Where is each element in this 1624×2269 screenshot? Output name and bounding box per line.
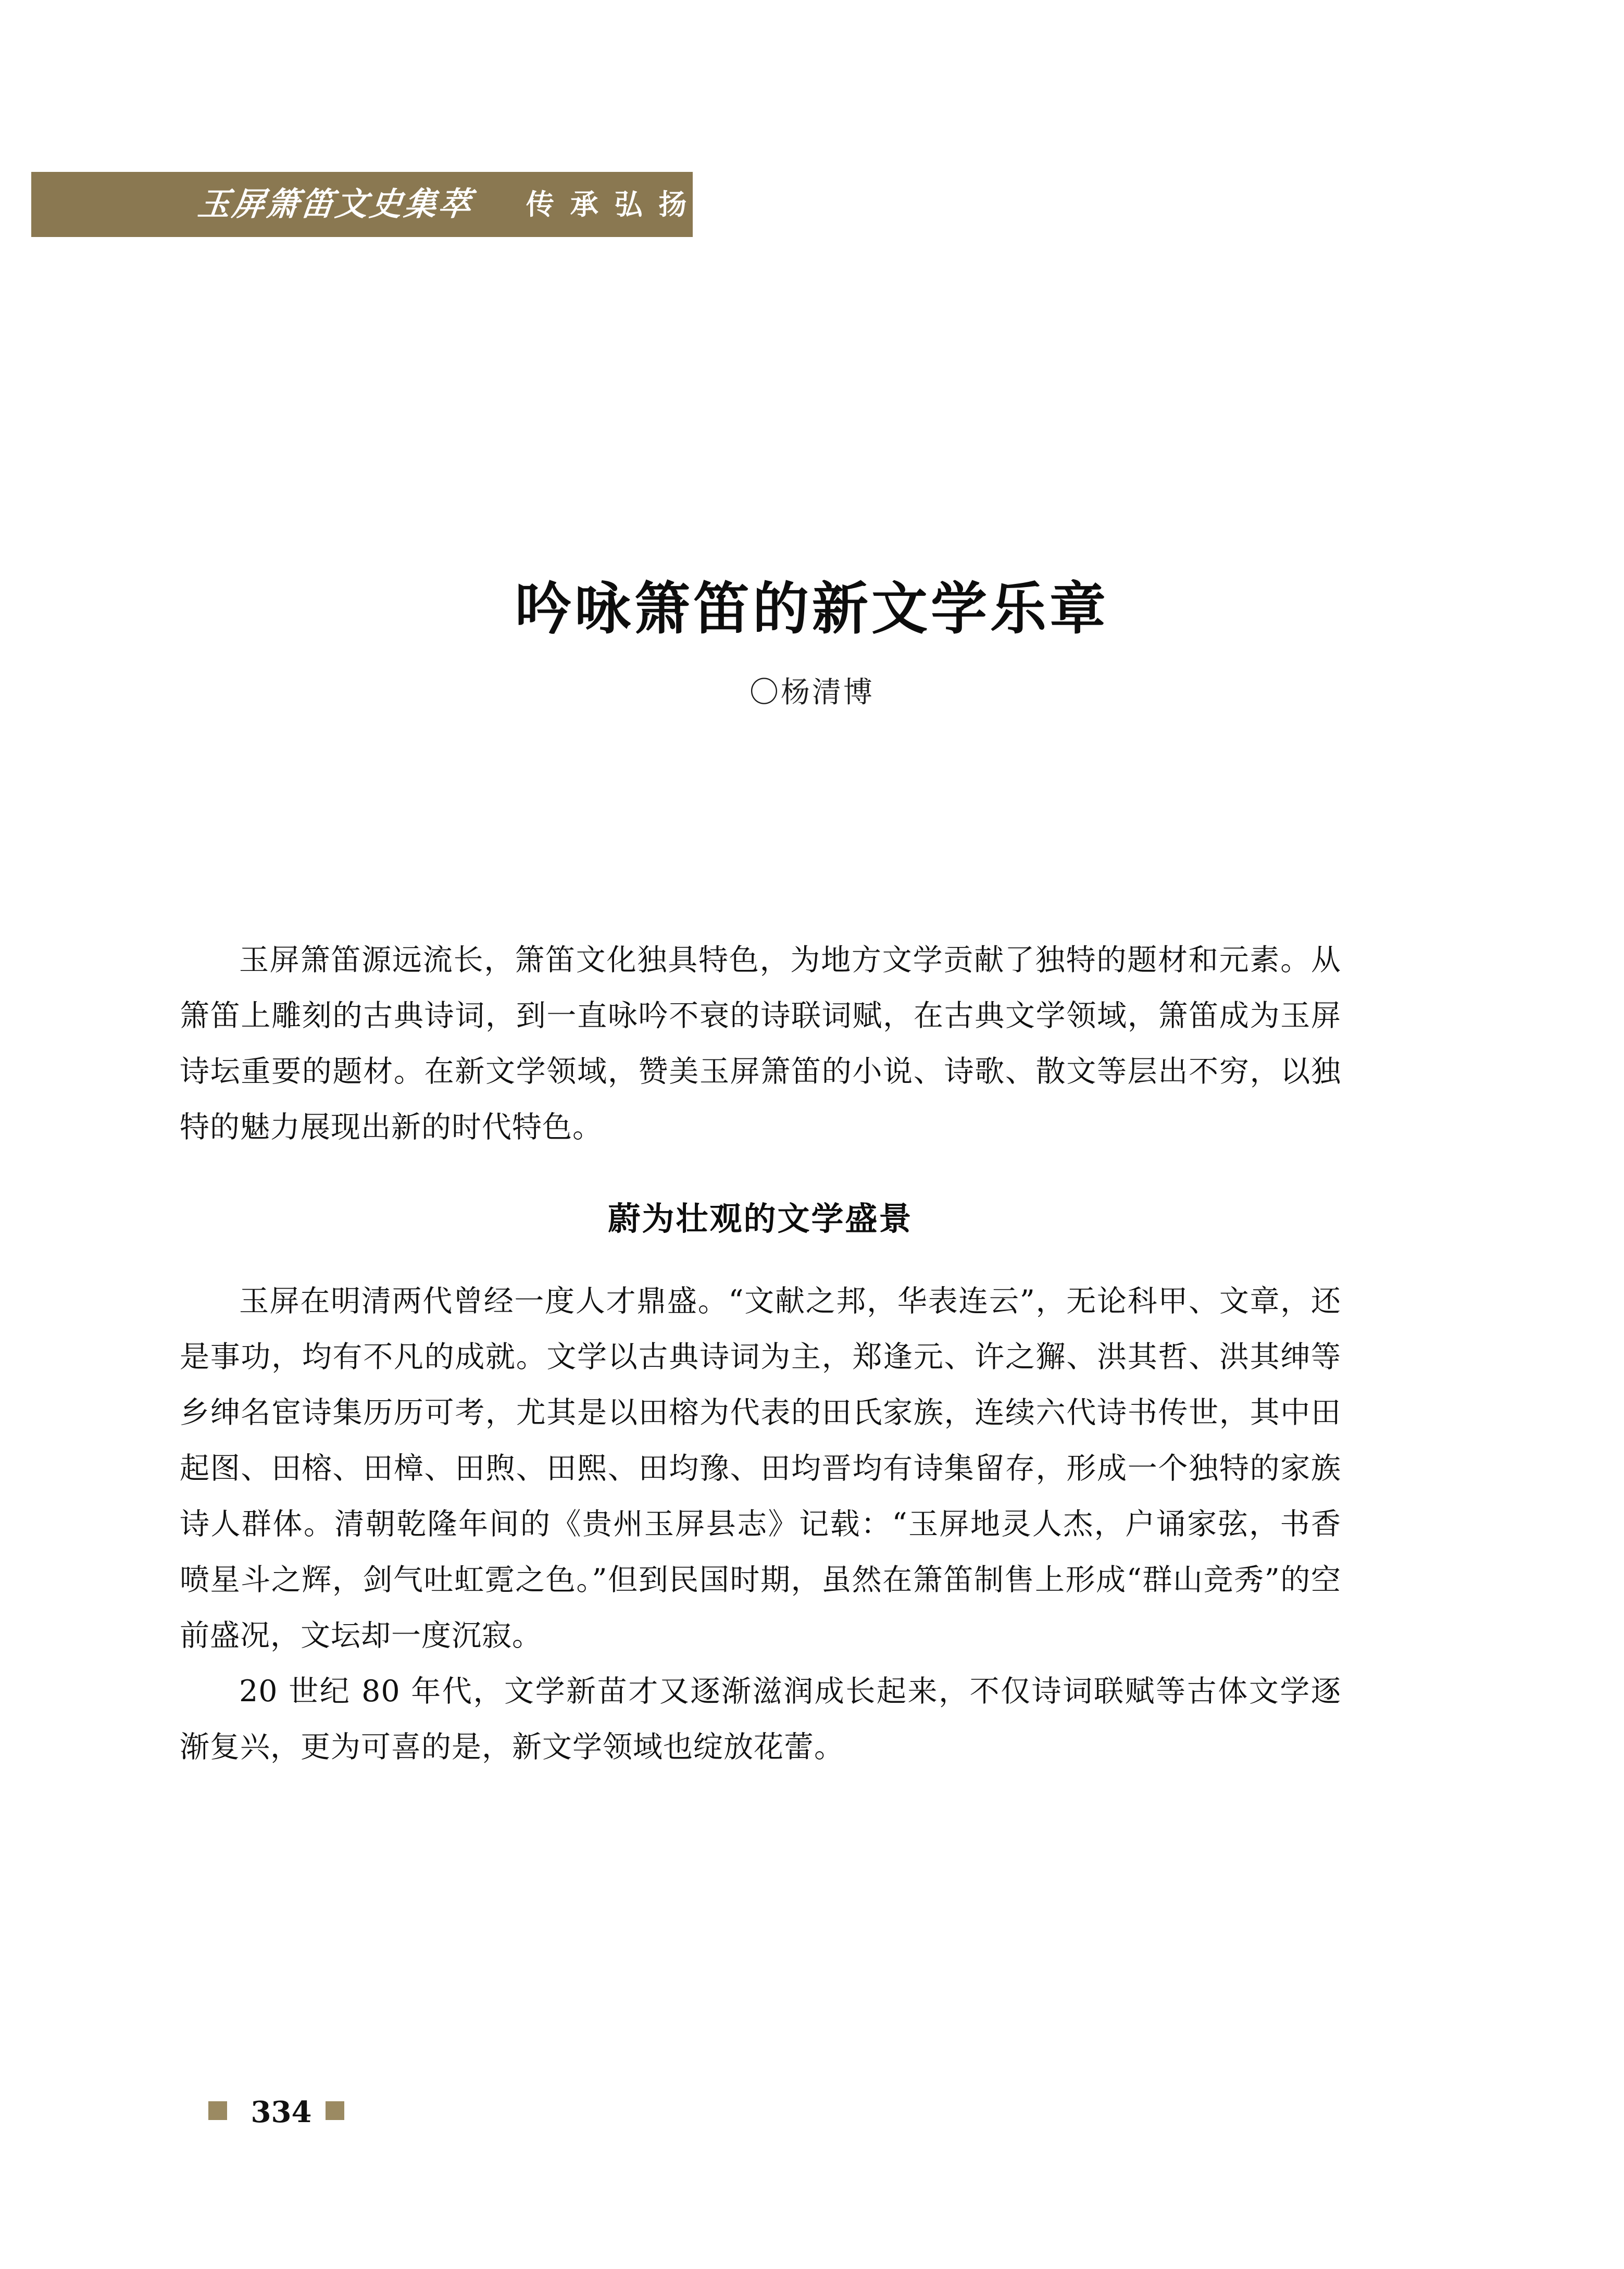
page-title: 吟咏箫笛的新文学乐章 [515,576,1109,642]
page-number: 334 [251,2095,312,2129]
paragraph: 20 世纪 80 年代，文学新苗才又逐渐滋润成长起来，不仅诗词联赋等古体文学逐渐复兴，更为可喜的是，新文学领域也绽放花蕾。 [180,1674,1341,1764]
paragraph: 玉屏在明清两代曾经一度人才鼎盛。“文献之邦，华表连云”，无论科甲、文章，还是事功，均有不凡的成就。文学以古典诗词为主，郑逢元、许之獬、洪其哲、洪其绅等乡绅名宦诗集历历可考，尤其是以田榕为代表的田氏家族，连续六代诗书传世，其中田起图、田榕、田樟、田煦、田熙、田均豫、田均晋均有诗集留存，形成一个独特的家族诗人群体。清朝乾隆年间的《贵州玉屏县志》记载：“玉屏地灵人杰，户诵家弦，书香喷星斗之辉，剑气吐虹霓之色。”但到民国时期，虽然在箫笛制售上形成“群山竞秀”的空前盛况，文坛却一度沉寂。 [180,1284,1341,1653]
article-body [180,932,1341,1780]
section-heading: 蔚为壮观的文学盛景 [608,1200,913,1238]
section-tag-label: 传 承 弘 扬 [526,188,690,221]
footer-marker-right-icon [326,2101,344,2120]
page-footer [180,2094,648,2130]
paragraph: 玉屏箫笛源远流长，箫笛文化独具特色，为地方文学贡献了独特的题材和元素。从箫笛上雕刻的古典诗词，到一直咏吟不衰的诗联词赋，在古典文学领域，箫笛成为玉屏诗坛重要的题材。在新文学领域，赞美玉屏箫笛的小说、诗歌、散文等层出不穷，以独特的魅力展现出新的时代特色。 [180,943,1341,1144]
footer-marker-left-icon [208,2101,227,2120]
series-title: 玉屏箫笛文史集萃 [196,185,475,223]
article-author: 〇杨清博 [749,676,875,709]
